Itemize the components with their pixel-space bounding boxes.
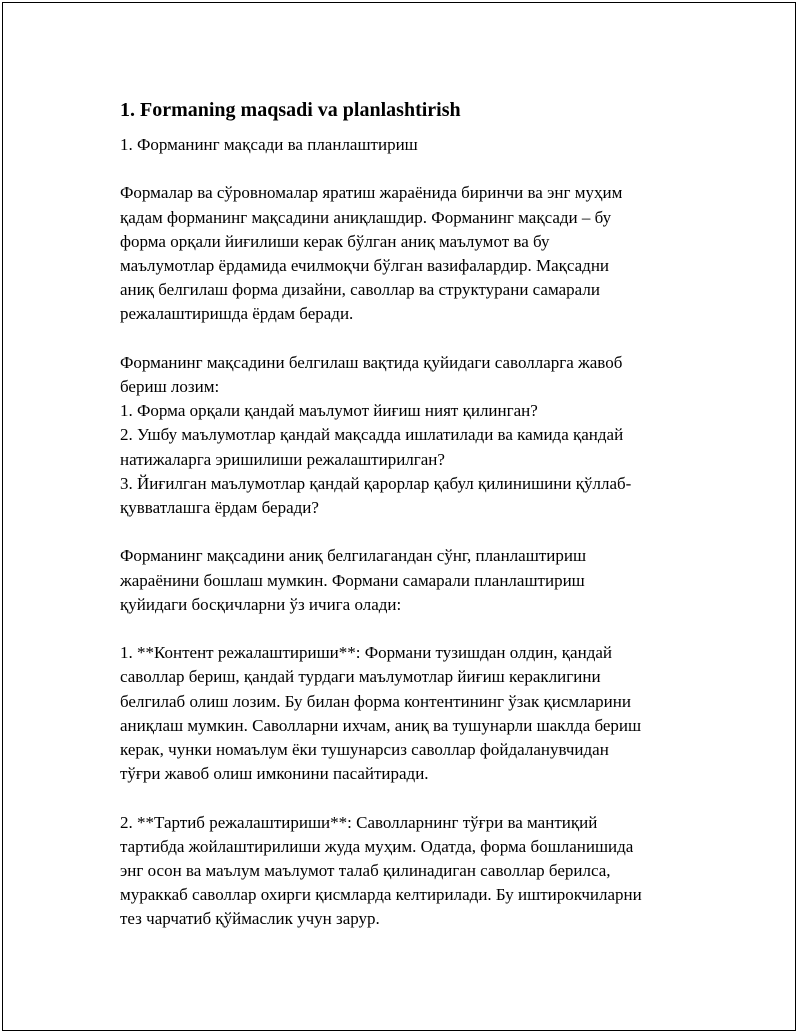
paragraph-line: маълумотлар ёрдамида ечилмоқчи бўлган вазифалардир. Мақсадни [120, 256, 610, 275]
paragraph-line: мураккаб саволлар охирги қисмларда келтирилади. Бу иштирокчиларни [120, 885, 642, 905]
paragraph-order-planning [120, 811, 690, 932]
paragraph-line: бериш лозим: [120, 377, 220, 396]
paragraph-line: саволлар бериш, қандай турдаги маълумотлар йиғиш кераклигини [120, 667, 601, 687]
document-heading: 1. Formaning maqsadi va planlashtirish [120, 99, 461, 121]
paragraph-questions [120, 351, 690, 520]
paragraph-line: керак, чунки номаълум ёки тушунарсиз саволлар фойдаланувчидан [120, 740, 609, 760]
paragraph-line: Форманинг мақсадини белгилаш вақтида қуйидаги саволларга жавоб [120, 352, 623, 372]
paragraph-line: тўғри жавоб олиш имконини пасайтиради. [120, 764, 429, 784]
paragraph-line: белгилаб олиш лозим. Бу билан форма контентининг ўзак қисмларини [120, 691, 631, 711]
paragraph-line: аниқлаш мумкин. Саволларни ихчам, аниқ ва тушунарли шаклда бериш [120, 715, 642, 735]
paragraph-line: жараёнини бошлаш мумкин. Формани самарали планлаштириш [120, 570, 585, 590]
paragraph-planning [120, 544, 690, 617]
question-item: 1. Форма орқали қандай маълумот йиғиш ният қилинган? [120, 401, 538, 421]
paragraph-line: режалаштиришда ёрдам беради. [120, 304, 354, 324]
paragraph-line: Форманинг мақсадини аниқ белгилагандан сўнг, планлаштириш [120, 546, 587, 566]
paragraph-line: 1. **Контент режалаштириши**: Формани тузишдан олдин, қандай [120, 643, 612, 663]
paragraph-line: натижаларга эришилиши режалаштирилган? [120, 449, 445, 469]
paragraph-content-planning [120, 641, 690, 786]
paragraph-line: қуйидаги босқичларни ўз ичига олади: [120, 594, 402, 614]
question-item: 2. Ушбу маълумотлар қандай мақсадда ишлатилади ва камида қандай [120, 425, 624, 445]
paragraph-line: тартибда жойлаштирилиши жуда муҳим. Одатда, форма бошланишида [120, 836, 634, 856]
question-item: 3. Йиғилган маълумотлар қандай қарорлар қабул қилинишини қўллаб- [120, 473, 632, 493]
paragraph-line: 1. Форманинг мақсади ва планлаштириш [120, 135, 418, 154]
paragraph-line: тез чарчатиб қўймаслик учун зарур. [120, 909, 380, 929]
paragraph-line: аниқ белгилаш форма дизайни, саволлар ва структурани самарали [120, 280, 600, 300]
paragraph-subtitle [120, 133, 690, 157]
document-page [2, 2, 796, 1031]
document-body [120, 97, 690, 956]
paragraph-intro [120, 181, 690, 326]
paragraph-line: энг осон ва маълум маълумот талаб қилинадиган саволлар берилса, [120, 861, 611, 881]
paragraph-line: Формалар ва сўровномалар яратиш жараёнида биринчи ва энг муҳим [120, 183, 623, 203]
paragraph-line: қувватлашга ёрдам беради? [120, 498, 319, 518]
paragraph-line: форма орқали йиғилиши керак бўлган аниқ маълумот ва бу [120, 231, 550, 251]
paragraph-line: қадам форманинг мақсадини аниқлашдир. Форманинг мақсади – бу [120, 207, 612, 227]
paragraph-line: 2. **Тартиб режалаштириши**: Саволларнинг тўғри ва мантиқий [120, 812, 598, 832]
